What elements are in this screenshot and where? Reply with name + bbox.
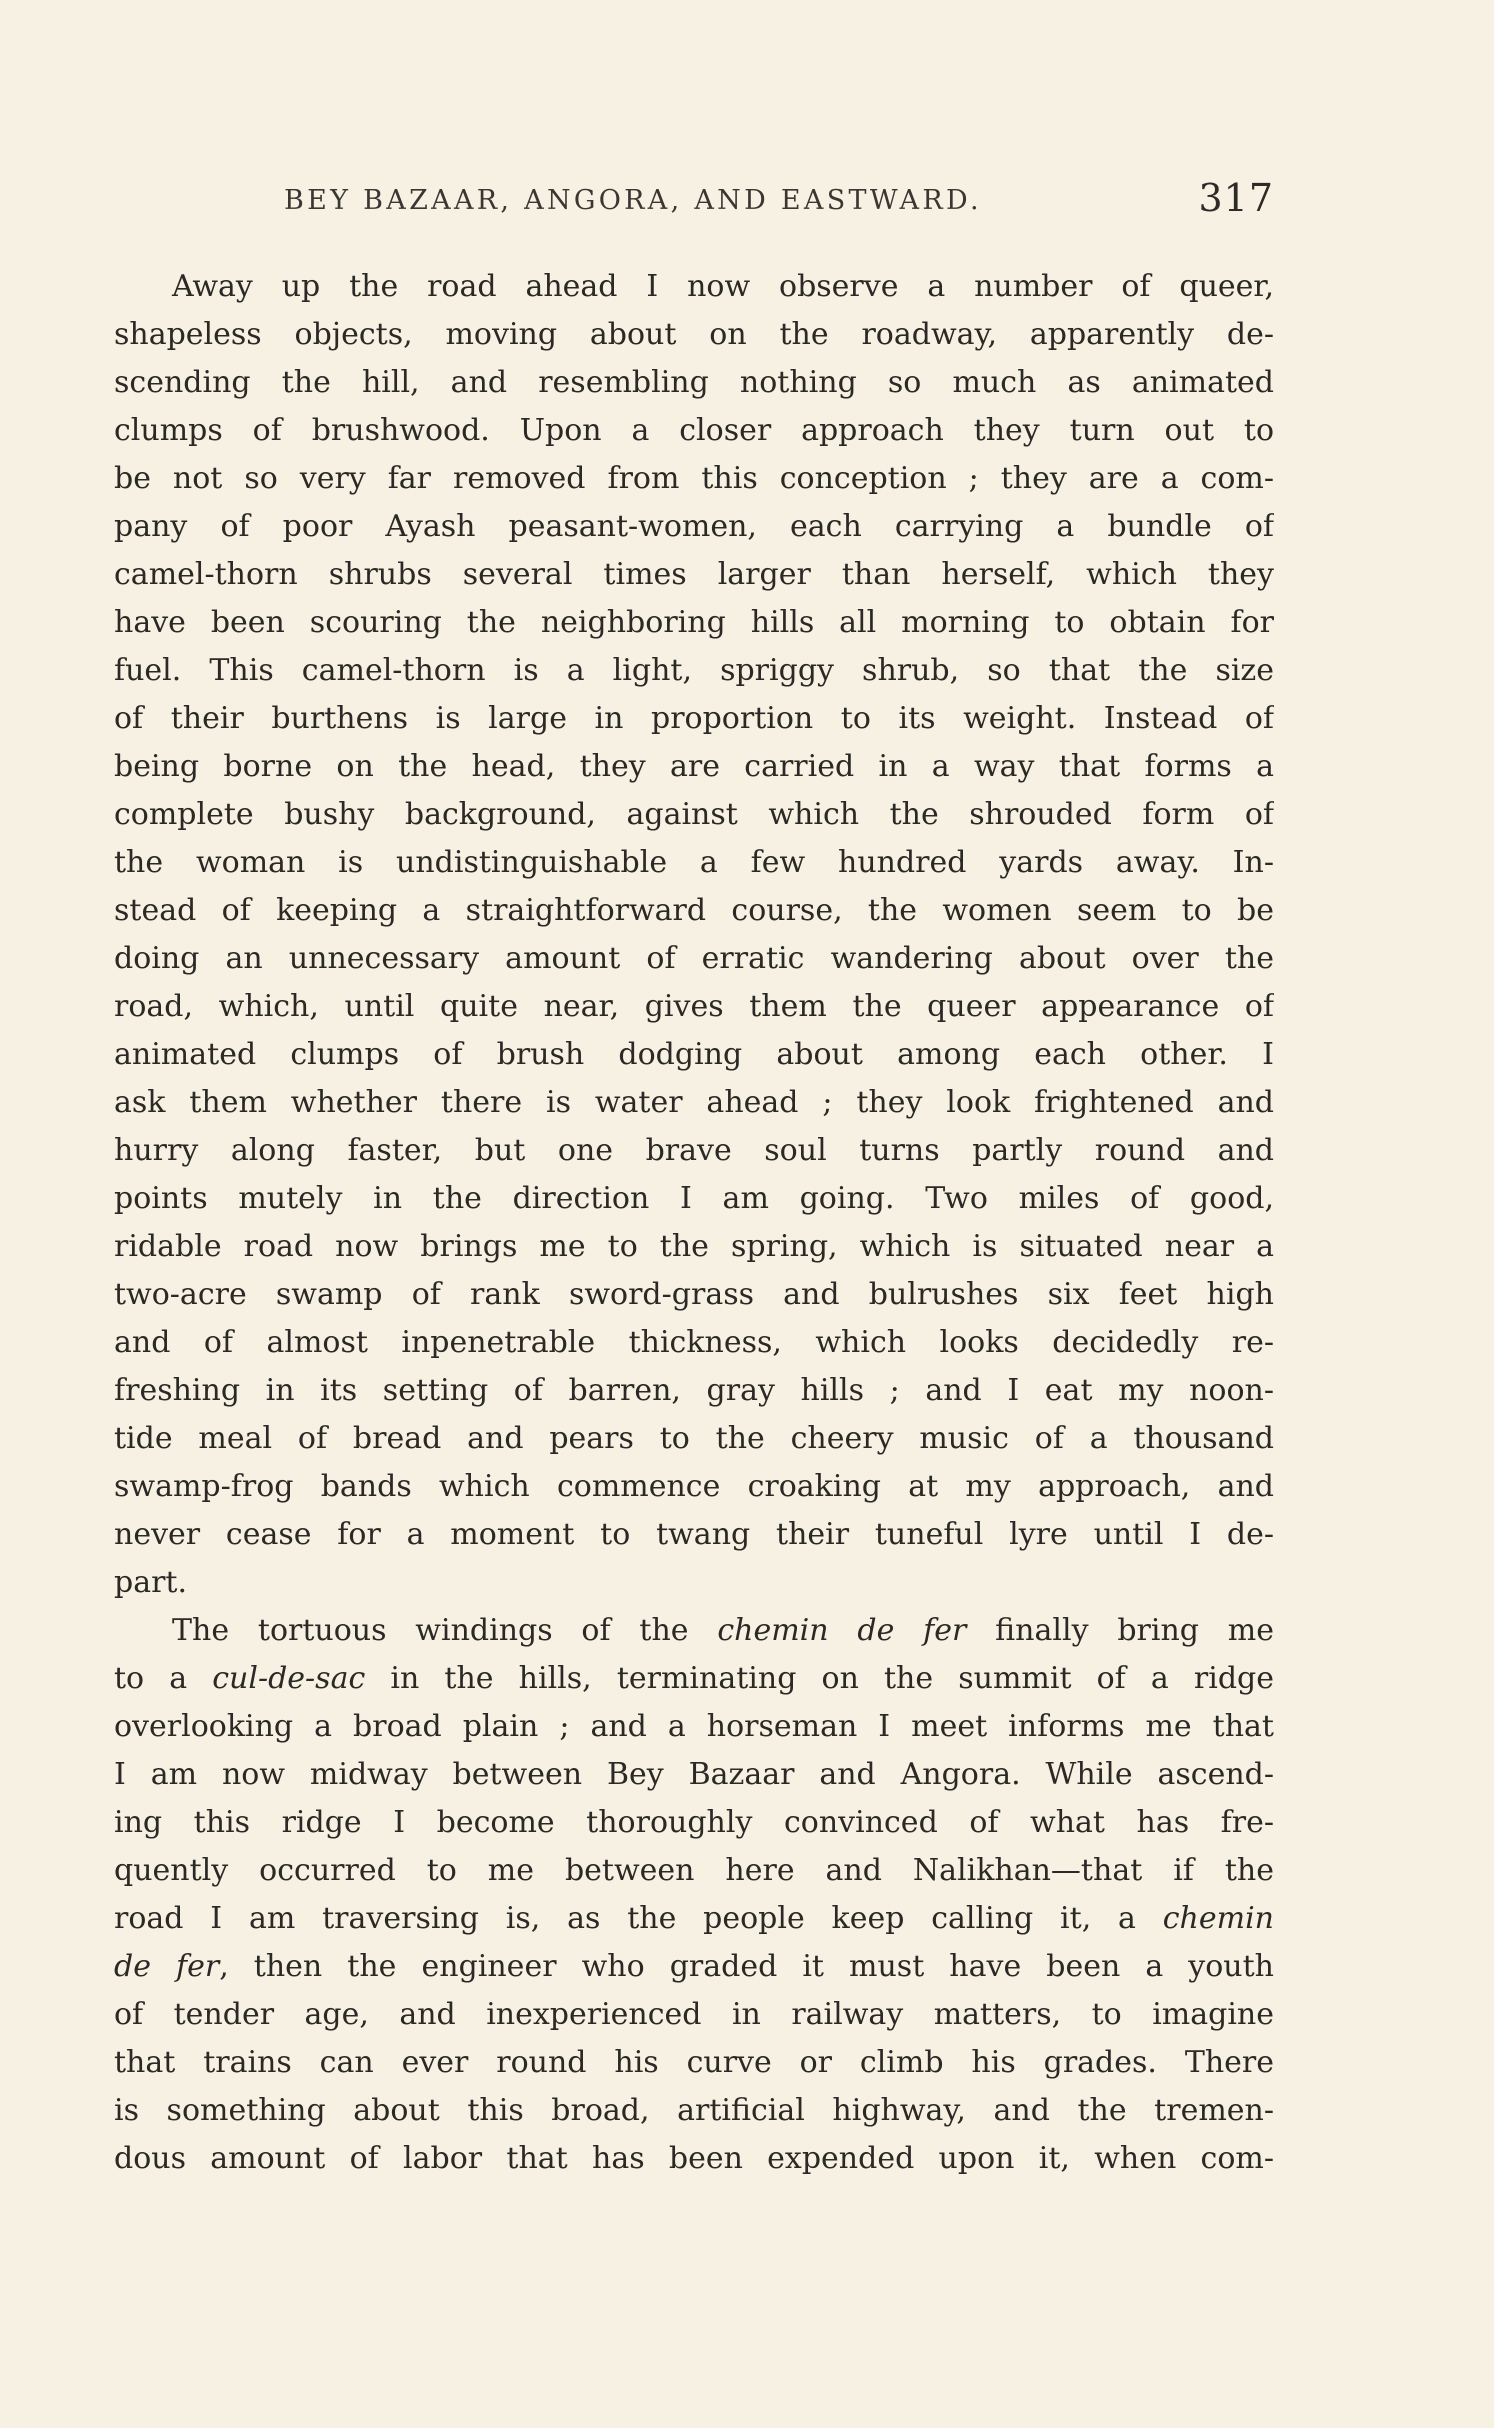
text-line (114, 1271, 1274, 1319)
text-line (114, 1367, 1274, 1415)
text-segment: clumps of brushwood. Upon a closer approach they turn out to (114, 413, 1274, 448)
text-segment: swamp-frog bands which commence croaking at my approach, and (114, 1469, 1274, 1504)
text-segment: to a (114, 1661, 213, 1696)
body-text (114, 263, 1274, 2183)
text-line (114, 839, 1274, 887)
text-line (114, 1031, 1274, 1079)
text-line (114, 1943, 1274, 1991)
text-segment: doing an unnecessary amount of erratic wandering about over the (114, 941, 1274, 976)
text-segment: two-acre swamp of rank sword-grass and bulrushes six feet high (114, 1277, 1274, 1312)
text-line (114, 1607, 1274, 1655)
text-segment: never cease for a moment to twang their tuneful lyre until I de- (114, 1517, 1274, 1552)
text-segment: is something about this broad, artificial highway, and the tremen- (114, 2093, 1274, 2128)
text-segment: camel-thorn shrubs several times larger than herself, which they (114, 557, 1274, 592)
text-line (114, 1559, 1274, 1607)
italic-phrase: cul-de-sac (212, 1661, 366, 1696)
text-segment: the woman is undistinguishable a few hundred yards away. In- (114, 845, 1274, 880)
text-segment: quently occurred to me between here and Nalikhan—that if the (114, 1853, 1274, 1888)
text-line (114, 1127, 1274, 1175)
text-segment: points mutely in the direction I am going. Two miles of good, (114, 1181, 1274, 1216)
text-segment: hurry along faster, but one brave soul turns partly round and (114, 1133, 1274, 1168)
text-line (114, 1415, 1274, 1463)
text-segment: , then the engineer who graded it must have been a youth (219, 1949, 1274, 1984)
text-segment: The tortuous windings of the (172, 1613, 718, 1648)
text-segment: being borne on the head, they are carried in a way that forms a (114, 749, 1274, 784)
text-line (114, 1655, 1274, 1703)
text-segment: finally bring me (966, 1613, 1274, 1648)
text-segment: tide meal of bread and pears to the cheery music of a thousand (114, 1421, 1274, 1456)
text-line (114, 1175, 1274, 1223)
text-line (114, 407, 1274, 455)
text-segment: fuel. This camel-thorn is a light, spriggy shrub, so that the size (114, 653, 1274, 688)
text-segment: ridable road now brings me to the spring, which is situated near a (114, 1229, 1274, 1264)
text-line (114, 647, 1274, 695)
running-title: BEY BAZAAR, ANGORA, AND EASTWARD. (284, 185, 982, 216)
text-line (114, 455, 1274, 503)
text-line (114, 1751, 1274, 1799)
text-segment: road I am traversing is, as the people keep calling it, a (114, 1901, 1163, 1936)
text-line (114, 743, 1274, 791)
text-line (114, 2135, 1274, 2183)
text-line (114, 887, 1274, 935)
text-line (114, 1079, 1274, 1127)
text-segment: ask them whether there is water ahead ; they look frightened and (114, 1085, 1274, 1120)
text-segment: freshing in its setting of barren, gray hills ; and I eat my noon- (114, 1373, 1274, 1408)
text-segment: shapeless objects, moving about on the roadway, apparently de- (114, 317, 1274, 352)
text-line (114, 551, 1274, 599)
text-segment: pany of poor Ayash peasant-women, each carrying a bundle of (114, 509, 1274, 544)
italic-phrase: de fer (114, 1949, 220, 1984)
text-line (114, 1463, 1274, 1511)
text-segment: overlooking a broad plain ; and a horseman I meet informs me that (114, 1709, 1274, 1744)
text-segment: I am now midway between Bey Bazaar and Angora. While ascend- (114, 1757, 1274, 1792)
italic-phrase: chemin de fer (717, 1613, 967, 1648)
text-line (114, 2087, 1274, 2135)
text-segment: stead of keeping a straightforward course, the women seem to be (114, 893, 1274, 928)
text-line (114, 1847, 1274, 1895)
italic-phrase: chemin (1162, 1901, 1274, 1936)
text-segment: part. (114, 1565, 188, 1600)
text-line (114, 1511, 1274, 1559)
text-segment: scending the hill, and resembling nothing so much as animated (114, 365, 1274, 400)
text-line (114, 2039, 1274, 2087)
text-line (114, 1991, 1274, 2039)
text-line (114, 1223, 1274, 1271)
text-segment: Away up the road ahead I now observe a number of queer, (172, 269, 1274, 304)
text-line (114, 695, 1274, 743)
text-line (114, 503, 1274, 551)
page-number: 317 (1198, 176, 1274, 220)
text-line (114, 935, 1274, 983)
running-head (114, 176, 1274, 226)
text-line (114, 791, 1274, 839)
text-segment: be not so very far removed from this conception ; they are a com- (114, 461, 1274, 496)
text-line (114, 263, 1274, 311)
text-segment: of tender age, and inexperienced in railway matters, to imagine (114, 1997, 1274, 2032)
text-segment: in the hills, terminating on the summit of a ridge (365, 1661, 1274, 1696)
text-segment: road, which, until quite near, gives them the queer appearance of (114, 989, 1274, 1024)
text-segment: complete bushy background, against which the shrouded form of (114, 797, 1274, 832)
text-line (114, 1319, 1274, 1367)
text-line (114, 599, 1274, 647)
text-segment: have been scouring the neighboring hills all morning to obtain for (114, 605, 1274, 640)
text-line (114, 311, 1274, 359)
text-line (114, 983, 1274, 1031)
text-segment: dous amount of labor that has been expended upon it, when com- (114, 2141, 1274, 2176)
text-segment: that trains can ever round his curve or climb his grades. There (114, 2045, 1274, 2080)
text-segment: ing this ridge I become thoroughly convinced of what has fre- (114, 1805, 1274, 1840)
text-line (114, 1703, 1274, 1751)
text-segment: animated clumps of brush dodging about among each other. I (114, 1037, 1274, 1072)
text-segment: of their burthens is large in proportion to its weight. Instead of (114, 701, 1274, 736)
text-line (114, 359, 1274, 407)
text-line (114, 1799, 1274, 1847)
text-segment: and of almost inpenetrable thickness, which looks decidedly re- (114, 1325, 1274, 1360)
text-line (114, 1895, 1274, 1943)
